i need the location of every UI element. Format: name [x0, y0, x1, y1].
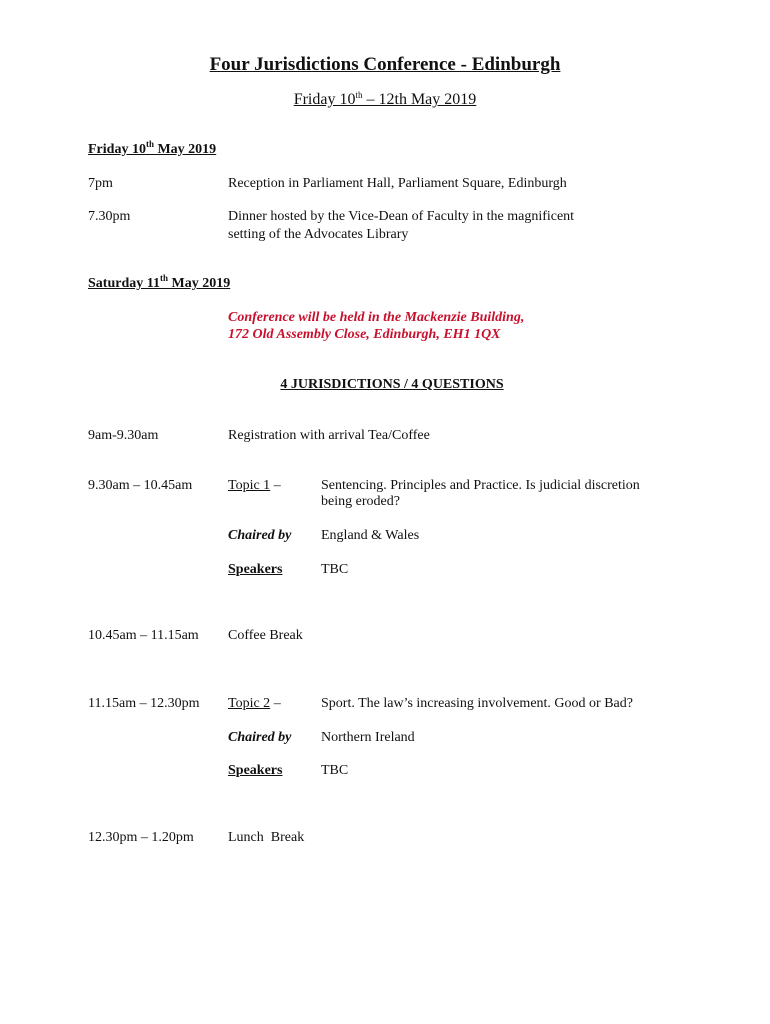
- topic2-time: 11.15am – 12.30pm: [88, 696, 200, 711]
- saturday-heading: [88, 273, 231, 292]
- saturday-heading-post: May 2019: [167, 276, 231, 291]
- document-title: Four Jurisdictions Conference - Edinburgh: [209, 54, 561, 75]
- coffee-desc: Coffee Break: [228, 628, 303, 643]
- lunch-time: 12.30pm – 1.20pm: [88, 830, 194, 845]
- topic2-label: [228, 696, 281, 712]
- topic1-label-text: Topic 1: [228, 478, 271, 493]
- topic1-dash: –: [270, 478, 281, 493]
- registration-time: 9am-9.30am: [88, 428, 159, 443]
- friday-heading: [88, 139, 217, 158]
- subtitle-post: – 12th May 2019: [362, 91, 477, 108]
- topic2-chaired-label: Chaired by: [228, 730, 292, 745]
- topic1-chaired-label: Chaired by: [228, 528, 292, 543]
- topic2-desc: Sport. The law’s increasing involvement. Good or Bad?: [321, 696, 633, 711]
- friday-item-desc-cont: setting of the Advocates Library: [228, 227, 409, 242]
- friday-item-time: 7.30pm: [88, 209, 131, 224]
- friday-item-desc: Reception in Parliament Hall, Parliament Square, Edinburgh: [228, 176, 567, 191]
- coffee-time: 10.45am – 11.15am: [88, 628, 199, 643]
- topic2-speakers-label: Speakers: [228, 763, 283, 778]
- friday-item-desc: Dinner hosted by the Vice-Dean of Faculty in the magnificent: [228, 209, 575, 224]
- subtitle-pre: Friday 10: [293, 91, 356, 108]
- subtitle-sup: th: [355, 90, 363, 100]
- lunch-desc: Lunch Break: [228, 830, 305, 845]
- document-subtitle: [0, 91, 770, 109]
- topic1-label: [228, 478, 281, 494]
- venue-line: Conference will be held in the Mackenzie Building,: [228, 310, 525, 325]
- friday-heading-post: May 2019: [153, 142, 217, 157]
- topic2-chaired-value: Northern Ireland: [321, 730, 415, 745]
- venue-address: 172 Old Assembly Close, Edinburgh, EH1 1QX: [228, 327, 501, 342]
- friday-heading-pre: Friday 10: [88, 142, 146, 157]
- saturday-heading-pre: Saturday 11: [88, 276, 160, 291]
- topic2-dash: –: [270, 696, 281, 711]
- topic2-label-text: Topic 2: [228, 696, 271, 711]
- topic1-time: 9.30am – 10.45am: [88, 478, 193, 493]
- friday-heading-sup: th: [145, 139, 154, 149]
- friday-item-time: 7pm: [88, 176, 113, 191]
- topic1-desc-cont: being eroded?: [321, 494, 400, 509]
- topic2-speakers-value: TBC: [321, 763, 349, 778]
- topic1-speakers-value: TBC: [321, 562, 349, 577]
- topic1-desc: Sentencing. Principles and Practice. Is judicial discretion: [321, 478, 640, 493]
- section-heading: 4 JURISDICTIONS / 4 QUESTIONS: [280, 377, 504, 392]
- topic1-chaired-value: England & Wales: [321, 528, 420, 543]
- topic1-speakers-label: Speakers: [228, 562, 283, 577]
- saturday-heading-sup: th: [159, 273, 168, 283]
- registration-desc: Registration with arrival Tea/Coffee: [228, 428, 430, 443]
